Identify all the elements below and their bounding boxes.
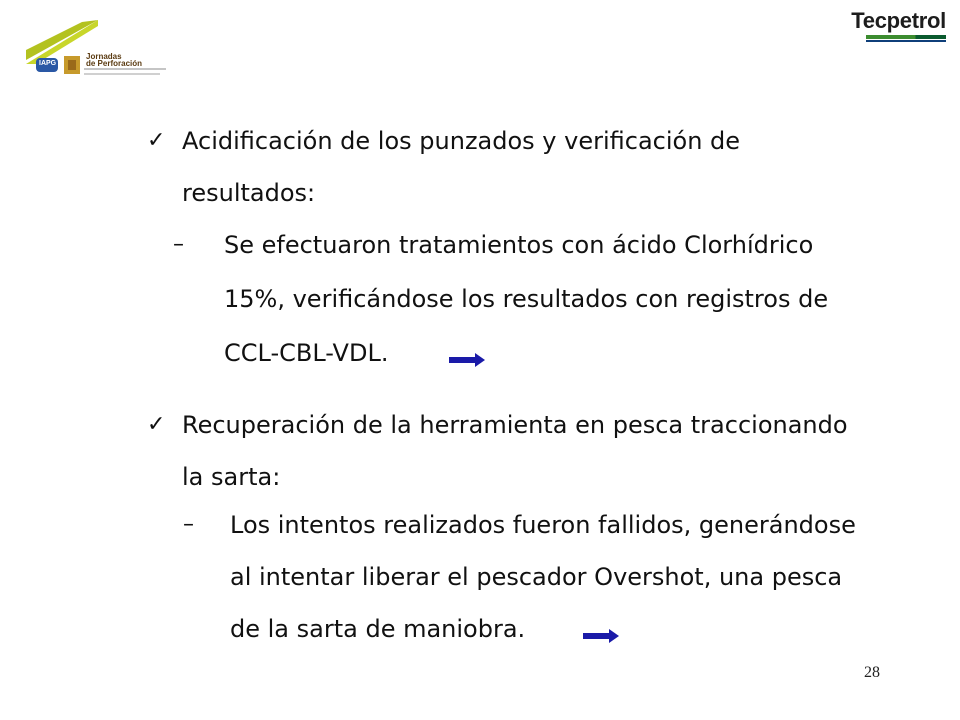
brand-bar-secondary xyxy=(866,40,946,42)
checkmark-icon: ✓ xyxy=(147,412,166,437)
event-logo-title: Jornadas xyxy=(86,52,122,61)
bullet1-sub-line1: Se efectuaron tratamientos con ácido Clorhídrico xyxy=(224,231,814,259)
brand-name: Tecpetrol xyxy=(851,8,946,33)
page-number: 28 xyxy=(864,664,880,681)
event-logo-subtitle: de Perforación xyxy=(86,59,143,68)
tecpetrol-logo xyxy=(851,8,946,42)
arrow-right-icon[interactable] xyxy=(583,629,619,643)
iapg-badge-text: IAPG xyxy=(39,60,57,67)
jornadas-logo xyxy=(34,54,174,80)
bullet2-sub-line1: Los intentos realizados fueron fallidos, generándose xyxy=(230,511,856,539)
bullet1-line1: Acidificación de los punzados y verificación de xyxy=(182,127,741,155)
bullet2-line1: Recuperación de la herramienta en pesca traccionando xyxy=(182,411,848,439)
arrow-right-icon[interactable] xyxy=(449,353,485,367)
bullet2-sub-line2: al intentar liberar el pescador Overshot, una pesca xyxy=(230,563,843,591)
checkmark-icon: ✓ xyxy=(147,128,166,153)
bullet2-sub-line3: de la sarta de maniobra. xyxy=(230,615,526,643)
dash-icon: – xyxy=(183,512,194,537)
dash-icon: – xyxy=(173,232,184,257)
bullet1-sub-line3: CCL-CBL-VDL. xyxy=(224,339,389,367)
bullet2-line2: la sarta: xyxy=(182,463,281,491)
bullet1-sub-line2: 15%, verificándose los resultados con registros de xyxy=(224,285,829,313)
brand-bar xyxy=(866,35,946,39)
bullet1-line2: resultados: xyxy=(182,179,316,207)
